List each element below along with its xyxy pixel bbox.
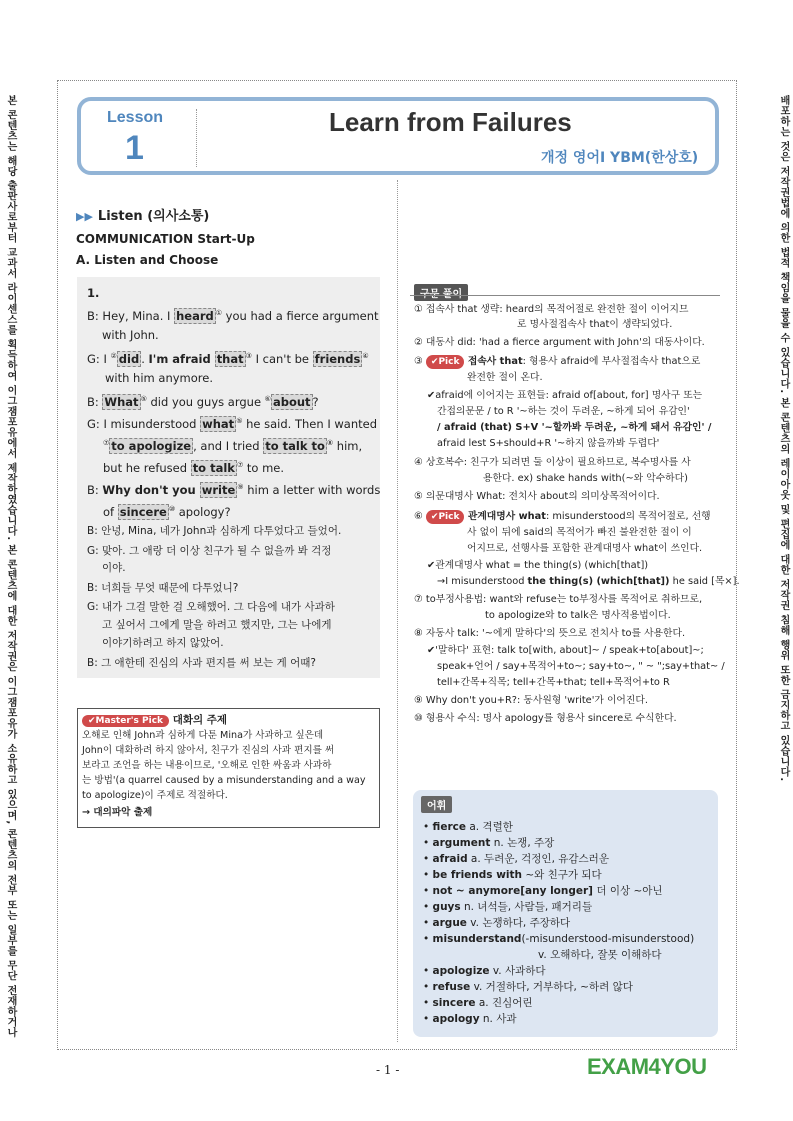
masters-pick-line: to apologize)이 주제로 적절하다. <box>82 790 228 801</box>
grammar-line: ⑥ ✔Pick 관계대명사 what: misunderstood의 목적어절로, 선행 <box>414 511 711 522</box>
grammar-line: ✔afraid에 이어지는 표현들: afraid of[about, for] 명사구 또는 <box>427 390 703 401</box>
vocab-item: • apologize v. 사과하다 <box>423 965 546 977</box>
grammar-line: tell+간목+직목; tell+간목+that; tell+목적어+to R <box>437 677 670 688</box>
masters-pick-line: 오해로 인해 John과 심하게 다툰 Mina가 사과하고 싶은데 <box>82 730 324 741</box>
grammar-line: ② 대동사 did: 'had a fierce argument with John'의 대동사이다. <box>414 337 705 348</box>
translation-line: 이야. <box>102 562 126 574</box>
page-number: - 1 - <box>376 1063 400 1077</box>
grammar-line: 사 없이 뒤에 said의 목적어가 빠진 불완전한 절이 이 <box>467 527 692 538</box>
translation-line: B: 너희들 무엇 때문에 다투었니? <box>87 582 239 594</box>
masters-pick-footer: → 대의파악 출제 <box>82 807 153 818</box>
masters-pick-header: ✔Master's Pick 대화의 주제 <box>82 712 227 727</box>
grammar-line: ⑩ 형용사 수식: 명사 apology를 형용사 sincere로 수식한다. <box>414 713 677 724</box>
grammar-rule <box>410 295 720 296</box>
grammar-line: 어지므로, 선행사를 포함한 관계대명사 what이 쓰인다. <box>467 543 703 554</box>
highlight-word: what <box>202 416 235 431</box>
grammar-line: ① 접속사 that 생략: heard의 목적어절로 완전한 절이 이어지므 <box>414 304 689 315</box>
lesson-title: Learn from Failures <box>329 107 572 137</box>
section-title <box>76 205 209 224</box>
grammar-line: ④ 상호복수: 친구가 되려면 둘 이상이 필요하므로, 복수명사를 사 <box>414 457 691 468</box>
textbook-subtitle: 개정 영어I YBM(한상호) <box>541 150 699 166</box>
vocabulary-box <box>413 790 718 1037</box>
header-divider <box>196 109 197 167</box>
highlight-word: write <box>201 482 236 497</box>
vocab-item: • afraid a. 두려운, 걱정인, 유감스러운 <box>423 853 609 865</box>
bullet-icon: • <box>423 885 430 897</box>
highlight-word: about <box>272 394 311 409</box>
masters-pick-badge: ✔Master's Pick <box>82 715 169 727</box>
dialog-line: with John. <box>102 328 159 342</box>
dialog-line: B: Hey, Mina. I heard ① you had a fierce argument <box>87 308 379 323</box>
highlight-word: What <box>104 394 139 409</box>
bullet-icon: • <box>423 1013 430 1025</box>
vocab-item-continued: v. 오해하다, 잘못 이해하다 <box>538 949 662 961</box>
bullet-icon: • <box>423 821 430 833</box>
grammar-line: 간접의문문 / to R '~하는 것이 두려운, ~하게 되어 유감인' <box>437 406 690 417</box>
grammar-line: ✔'말하다' 표현: talk to[with, about]~ / speak+to[about]~; <box>427 645 704 656</box>
dialog-line: ⑦ to apologize , and I tried to talk to ⑧ him, <box>103 438 363 453</box>
bullet-icon: • <box>423 997 430 1009</box>
vocab-item: • guys n. 녀석들, 사람들, 패거리들 <box>423 901 593 913</box>
lesson-number: 1 <box>125 129 144 167</box>
lesson-word: Lesson <box>107 109 164 126</box>
grammar-line: →I misunderstood the thing(s) (which[that]) he said [목×]. <box>437 576 740 587</box>
grammar-line: ⑧ 자동사 talk: '~에게 말하다'의 뜻으로 전치사 to를 사용한다. <box>414 628 686 639</box>
highlight-word: friends <box>314 351 361 366</box>
grammar-line: ⑦ to부정사용법: want와 refuse는 to부정사를 목적어로 취하므로, <box>414 594 703 605</box>
masters-pick-line: John이 대화하려 하지 않아서, 친구가 진심의 사과 편지를 써 <box>82 745 335 756</box>
dialog-line: B: What ⑤ did you guys argue ⑥ about ? <box>87 394 319 409</box>
lesson-header <box>77 97 719 175</box>
highlight-word: did <box>118 351 140 366</box>
translation-line: 고 싶어서 그에게 말을 하려고 했지만, 그는 나에게 <box>102 619 332 631</box>
grammar-label: 구문 풀이 <box>414 284 468 301</box>
bullet-icon: • <box>423 933 430 945</box>
masters-pick-box <box>77 708 380 828</box>
copyright-notice-left: 본 콘텐츠는 해당 출판사로부터 교과서 라이센스를 획득하여 이그잼포유에서 제작하였습니다. 본 콘텐츠에 대한 저작권은 이그잼포유가 소유하고 있으며, 콘텐츠의 전부 또는 일부를 무단 전재하거나 <box>5 95 16 1038</box>
masters-pick-line: 보라고 조언을 하는 내용이므로, '오해로 인한 싸움과 사과하 <box>82 760 332 771</box>
dialog-line: G: I misunderstood what ⑤ he said. Then I wanted <box>87 416 377 431</box>
grammar-line: 로 명사절접속사 that이 생략되었다. <box>517 319 673 330</box>
bullet-icon: • <box>423 869 430 881</box>
grammar-line: / afraid (that) S+V '~할까봐 두려운, ~하게 돼서 유감인' / <box>437 422 712 433</box>
vocab-item: • sincere a. 진심어린 <box>423 997 533 1009</box>
grammar-line: 완전한 절이 온다. <box>467 372 543 383</box>
communication-heading: COMMUNICATION Start-Up <box>76 232 255 246</box>
grammar-line: to apologize와 to talk은 명사적용법이다. <box>485 610 671 621</box>
vocab-item: • be friends with ~와 친구가 되다 <box>423 869 602 881</box>
translation-line: G: 내가 그걸 말한 걸 오해했어. 그 다음에 내가 사과하 <box>87 601 335 613</box>
copyright-notice-right: 배포하는 것은 저작권법에 의한 법적 책임을 물을 수 있습니다. 본 콘텐츠의 레이아웃 및 편집에 대한 저작권 침해 행위 또한 금지하고 있습니다. <box>778 95 789 782</box>
highlight-word: sincere <box>119 504 167 519</box>
dialog-box <box>77 277 380 678</box>
vocab-item: • not ~ anymore[any longer] 더 이상 ~아닌 <box>423 885 663 897</box>
exam4you-logo: EXAM4YOU <box>587 1054 707 1079</box>
translation-line: 이야기하려고 하지 않았어. <box>102 637 224 649</box>
pick-badge: ✔Pick <box>426 355 465 369</box>
highlight-word: heard <box>176 308 214 323</box>
highlight-word: to talk to <box>265 438 325 453</box>
vocab-item: • misunderstand(-misunderstood-misunderstood) <box>423 933 695 945</box>
grammar-line: afraid lest S+should+R '~하지 않을까봐 두렵다' <box>437 438 660 449</box>
vocab-item: • argue v. 논쟁하다, 주장하다 <box>423 917 571 929</box>
highlight-word: that <box>216 351 244 366</box>
bullet-icon: • <box>423 853 430 865</box>
translation-line: G: 맞아. 그 애랑 더 이상 친구가 될 수 없을까 봐 걱정 <box>87 545 332 557</box>
bullet-icon: • <box>423 965 430 977</box>
dialog-line: G: I ② did . I'm afraid that ③ I can't be friends ④ <box>87 351 369 366</box>
translation-line: B: 안녕, Mina, 네가 John과 심하게 다투었다고 들었어. <box>87 525 342 537</box>
dialog-line: but he refused to talk ⑦ to me. <box>103 460 285 475</box>
dialog-number: 1. <box>87 286 100 300</box>
bullet-icon: • <box>423 981 430 993</box>
dialog-line: of sincere ⑩ apology? <box>103 504 231 519</box>
part-a-heading: A. Listen and Choose <box>76 253 219 267</box>
masters-pick-line: 는 방법'(a quarrel caused by a misunderstanding and a way <box>82 775 366 786</box>
dialog-line: with him anymore. <box>105 371 213 385</box>
vocab-item: • fierce a. 격렬한 <box>423 821 513 833</box>
bullet-icon: • <box>423 917 430 929</box>
grammar-line: ⑤ 의문대명사 What: 전치사 about의 의미상목적어이다. <box>414 491 660 502</box>
bullet-icon: • <box>423 837 430 849</box>
dialog-line: B: Why don't you write ⑨ him a letter with words <box>87 482 381 497</box>
grammar-line: speak+언어 / say+목적어+to~; say+to~, " ~ ";say+that~ / <box>437 661 725 672</box>
translation-line: B: 그 애한테 진심의 사과 편지를 써 보는 게 어때? <box>87 657 316 669</box>
highlight-word: to apologize <box>111 438 192 453</box>
pick-badge: ✔Pick <box>426 510 465 524</box>
grammar-line: ③ ✔Pick 접속사 that: 형용사 afraid에 부사절접속사 that으로 <box>414 356 701 367</box>
vocab-item: • apology n. 사과 <box>423 1013 517 1025</box>
column-divider <box>397 180 398 1042</box>
grammar-line: 용한다. ex) shake hands with(~와 악수하다) <box>483 473 688 484</box>
section-title-text: Listen (의사소통) <box>97 209 210 224</box>
vocab-item: • argument n. 논쟁, 주장 <box>423 837 555 849</box>
grammar-line: ⑨ Why don't you+R?: 동사원형 'write'가 이어진다. <box>414 695 648 706</box>
vocabulary-label: 어휘 <box>421 796 452 813</box>
double-arrow-icon: ▶▶ <box>76 210 93 223</box>
highlight-word: to talk <box>192 460 235 475</box>
vocab-item: • refuse v. 거절하다, 거부하다, ~하려 않다 <box>423 981 633 993</box>
grammar-line: ✔관계대명사 what = the thing(s) (which[that]) <box>427 560 649 571</box>
bullet-icon: • <box>423 901 430 913</box>
